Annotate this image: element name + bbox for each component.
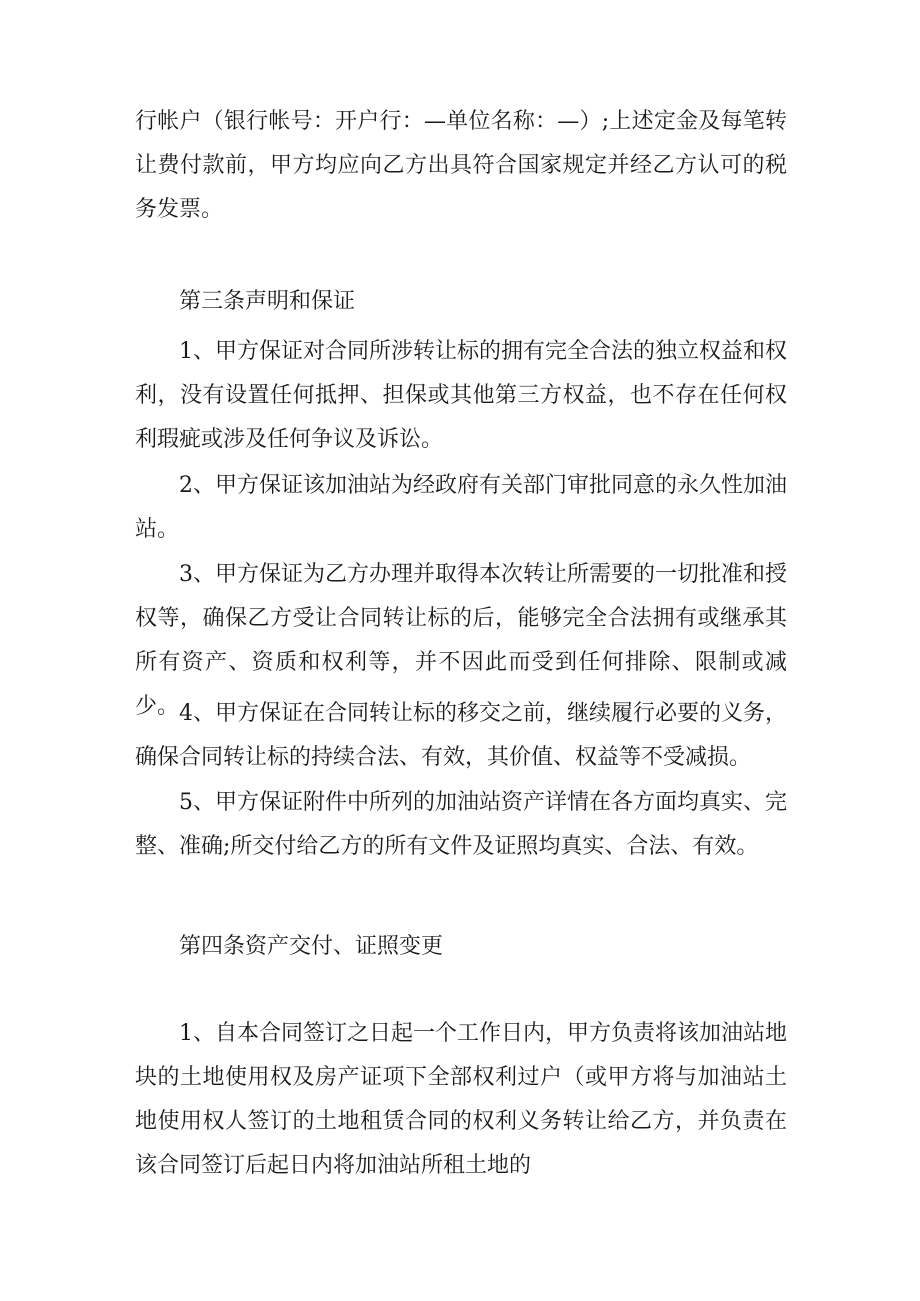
paragraph-3-5: 5、甲方保证附件中所列的加油站资产详情在各方面均真实、完整、准确;所交付给乙方的所有文件及证照均真实、合法、有效。 bbox=[135, 790, 787, 859]
paragraph-3-2: 2、甲方保证该加油站为经政府有关部门审批同意的永久性加油站。 bbox=[135, 473, 787, 542]
paragraph-3-4: 4、甲方保证在合同转让标的移交之前，继续履行必要的义务，确保合同转让标的持续合法、有效，其价值、权益等不受减损。 bbox=[135, 701, 787, 770]
paragraph-payment-invoice: 行帐户（银行帐号：开户行：—单位名称：—）;上述定金及每笔转让费付款前，甲方均应向乙方出具符合国家规定并经乙方认可的税务发票。 bbox=[135, 109, 787, 222]
paragraph-3-3: 3、甲方保证为乙方办理并取得本次转让所需要的一切批准和授权等，确保乙方受让合同转让标的后，能够完全合法拥有或继承其所有资产、资质和权利等，并不因此而受到任何排除、限制或减少。 bbox=[135, 562, 787, 719]
paragraph-4-1: 1、自本合同签订之日起一个工作日内，甲方负责将该加油站地块的土地使用权及房产证项下全部权利过户（或甲方将与加油站土地使用权人签订的土地租赁合同的权利义务转让给乙方，并负责在该合同签订后起日内将加油站所租土地的 bbox=[135, 1021, 787, 1178]
paragraph-3-1: 1、甲方保证对合同所涉转让标的拥有完全合法的独立权益和权利，没有设置任何抵押、担保或其他第三方权益，也不存在任何权利瑕疵或涉及任何争议及诉讼。 bbox=[135, 339, 787, 452]
heading-article-4: 第四条资产交付、证照变更 bbox=[179, 934, 444, 959]
heading-article-3: 第三条声明和保证 bbox=[179, 289, 356, 314]
